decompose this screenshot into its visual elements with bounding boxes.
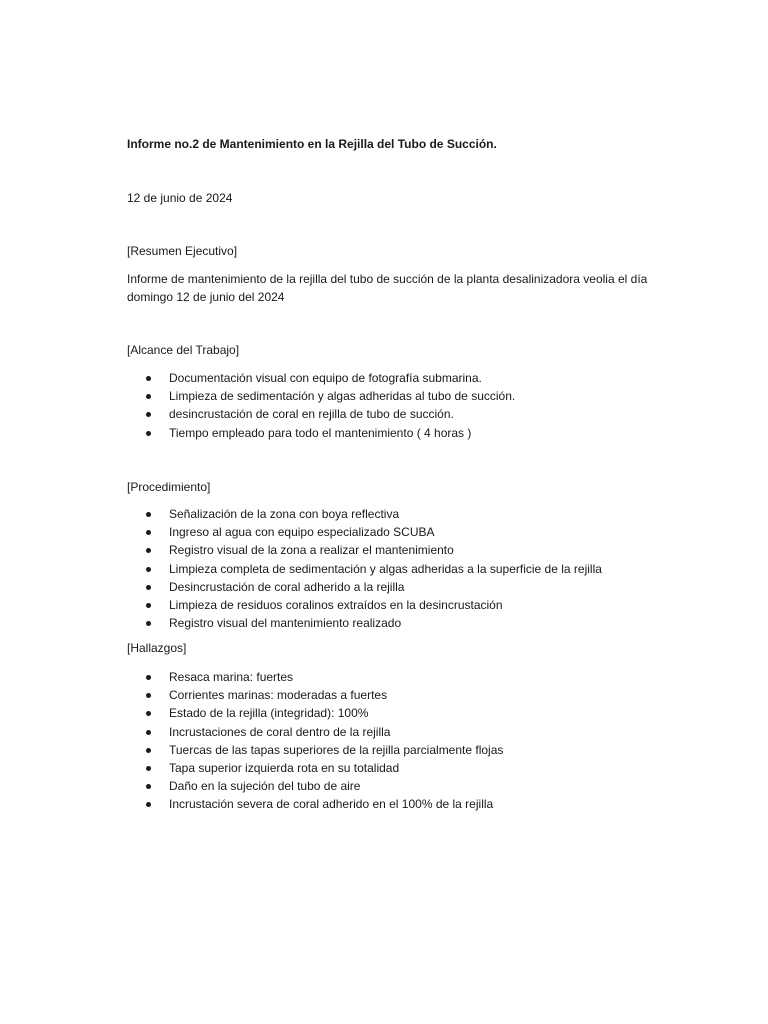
list-item: Limpieza de sedimentación y algas adheridas al tubo de succión. [127, 387, 515, 405]
hallazgos-list [127, 668, 503, 814]
list-item: Desincrustación de coral adherido a la rejilla [127, 578, 602, 596]
bullet-icon [146, 567, 151, 572]
list-item: Tapa superior izquierda rota en su totalidad [127, 759, 503, 777]
list-item: Resaca marina: fuertes [127, 668, 503, 686]
document-title: Informe no.2 de Mantenimiento en la Rejilla del Tubo de Succión. [127, 137, 497, 151]
list-item: Señalización de la zona con boya reflectiva [127, 505, 602, 523]
bullet-icon [146, 376, 151, 381]
bullet-icon [146, 621, 151, 626]
list-item: Incrustación severa de coral adherido en el 100% de la rejilla [127, 795, 503, 813]
bullet-icon [146, 394, 151, 399]
list-item: Estado de la rejilla (integridad): 100% [127, 704, 503, 722]
list-item: Daño en la sujeción del tubo de aire [127, 777, 503, 795]
section-heading-procedimiento: [Procedimiento] [127, 480, 211, 494]
section-heading-hallazgos: [Hallazgos] [127, 641, 187, 655]
bullet-icon [146, 603, 151, 608]
bullet-icon [146, 748, 151, 753]
list-item: Registro visual del mantenimiento realizado [127, 614, 602, 632]
bullet-icon [146, 766, 151, 771]
document-date: 12 de junio de 2024 [127, 191, 233, 205]
list-item: Tiempo empleado para todo el mantenimiento ( 4 horas ) [127, 424, 515, 442]
bullet-icon [146, 675, 151, 680]
alcance-list [127, 369, 515, 442]
list-item: Documentación visual con equipo de fotografía submarina. [127, 369, 515, 387]
bullet-icon [146, 412, 151, 417]
resumen-paragraph: Informe de mantenimiento de la rejilla del tubo de succión de la planta desalinizadora veolia el día domingo 12 de junio del 2024 [127, 272, 648, 304]
bullet-icon [146, 431, 151, 436]
list-item: Limpieza completa de sedimentación y algas adheridas a la superficie de la rejilla [127, 560, 602, 578]
bullet-icon [146, 730, 151, 735]
bullet-icon [146, 693, 151, 698]
section-heading-alcance: [Alcance del Trabajo] [127, 343, 240, 357]
list-item: Registro visual de la zona a realizar el mantenimiento [127, 541, 602, 559]
bullet-icon [146, 512, 151, 517]
list-item: Tuercas de las tapas superiores de la rejilla parcialmente flojas [127, 741, 503, 759]
section-heading-resumen: [Resumen Ejecutivo] [127, 244, 238, 258]
list-item: Incrustaciones de coral dentro de la rejilla [127, 723, 503, 741]
list-item: desincrustación de coral en rejilla de tubo de succión. [127, 405, 515, 423]
bullet-icon [146, 530, 151, 535]
list-item: Corrientes marinas: moderadas a fuertes [127, 686, 503, 704]
list-item: Ingreso al agua con equipo especializado SCUBA [127, 523, 602, 541]
bullet-icon [146, 802, 151, 807]
bullet-icon [146, 711, 151, 716]
list-item: Limpieza de residuos coralinos extraídos en la desincrustación [127, 596, 602, 614]
bullet-icon [146, 585, 151, 590]
bullet-icon [146, 548, 151, 553]
bullet-icon [146, 784, 151, 789]
procedimiento-list [127, 505, 602, 632]
